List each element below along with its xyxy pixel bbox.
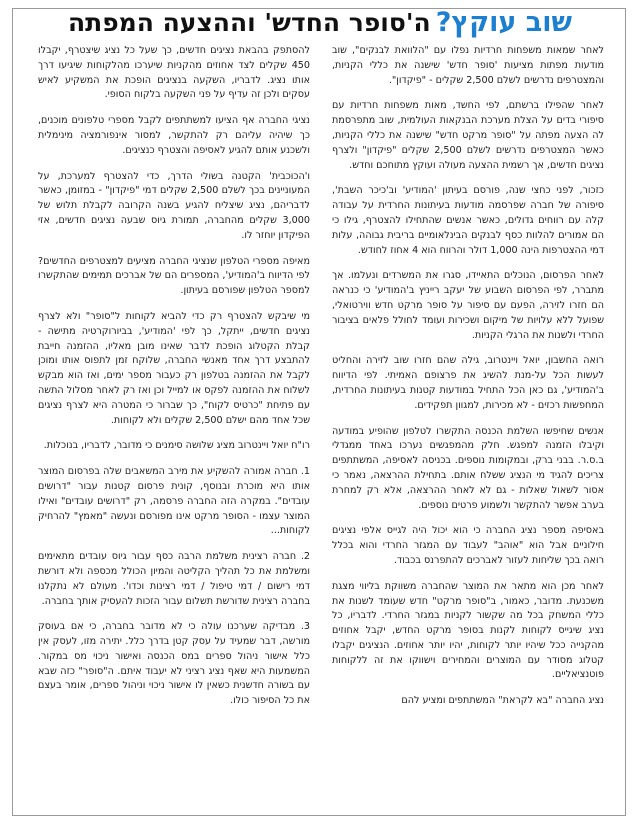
headline-accent: שוב עוקץ?	[435, 7, 573, 38]
article-paragraph: נציגי החברה אף הציעו למשתתפים לקבל מספרי טלפונים מוכנים, כך שיהיה עליהם רק להתקשר, למסור אינפורמציה מינימלית ולשכנע אותם להגיע לאסיפה והצטרף כנציגים.	[38, 115, 310, 156]
article-paragraph: 1. חברה אמורה להשקיע את מירב המשאבים שלה בפרסום המוצר אותו היא מוכרת ובנוסף, קונית פרסום קטנות עבור "דרושים עובדים". במקרה הזה החברה פרסמה, רק "דרושים עובדים" ואילו המוצר עצמו - הסופר מרקט אינו מפורסם ונעשה "מאמץ" להרחיק לקוחות...	[38, 466, 310, 537]
article-paragraph: להסתפק בהבאת נציגים חדשים, כך שעל כל נציג שיצטרף, יקבלו 450 שקלים לצד אחוזים מהקניות שיערכו מהלקוחות שיגיעו דרך אותו נציג. לדבריו, השקעה בנציגים הופכת את המשקיע לאיש עסקים ולכן זה עדיף על פני השקעה בלקוח הסופי.	[38, 45, 310, 101]
article-paragraph: 3. מבדיקה שערכנו עולה כי לא מדובר בחברה, כי אם בעוסק מורשה, דבר שמעיד על עסק קטן בדרך כלל. יתירה מזו, לעסק אין כלל אישור ניהול ספרים במס הכנסה ואישור ניכוי מס במקור. המשמעות היא שאף נציג רציני לא יעבוד איתם. ה"סופר" כזה שבא עם בשורה חדשנית כשאין לו אישור ניכוי וניהול ספרים, אומר בעצם את כל הסיפור כולו.	[38, 621, 310, 707]
headline-main: ה'סופר החדש' וההצעה המפתה	[67, 8, 431, 37]
article-paragraph: רו"ח יואל ויינטרוב מציג שלושה סימנים כי מדובר, לדבריו, בנוכלות.	[43, 440, 310, 452]
article-paragraph: נציג החברה "בא לקראת" המשתתפים ומציע להם	[401, 695, 604, 707]
article-column-left	[38, 44, 310, 720]
article-paragraph: לאחר הפרסום, הנוכלים התאיידו, סגרו את המשרדים ונעלמו. אך מתברר, לפי הפרסום השבוע של יעקב רייניץ ב'המודיע' כי כנראה הם חזרו לזירה, הפעם עם סיפור על סופר מרקט חדש ווירטואלי, שפועל ללא עלויות של מיקום ושכירות ועומד לחולל פלאים בציבור החרדי ולשנות את הרגלי הקניות.	[332, 270, 604, 341]
article-paragraph: אנשים שחיפשו השלמת הכנסה התקשרו לטלפון שהופיע במודעה וקיבלו הזמנה למפגש. חלק מהמפגשים נערכו באחד ממגדלי ב.ס.ר. בבני ברק, ובמקומות נוספים. בכניסה לאסיפה, המשתתפים צריכים להגיד מי הנציג ששלח אותם. בתחילת ההרצאה, נאמר כי אסור לשאול שאלות - גם לא לאחר ההרצאה, אלא רק למחרת בערב אפשר להתקשר ולשמוע פרטים נוספים.	[332, 425, 604, 511]
article-paragraph: כזכור, לפני כחצי שנה, פורסם בעיתון 'המודיע' וב'כיכר השבת', סיפורה של חברה שפרסמה מודעות בעיתונות החרדית על עבודה קלה עם רווחים גדולים, כאשר אנשים שהתחילו להצטרף, גילו כי הם אמורים להלוות כסף לבנקים הבינלאומיים בריבית גבוהה, עלות דמי ההצטרפות הינה 1,000 דולר והרווח הוא 4 אחוז לחודש.	[332, 185, 604, 256]
article-paragraph: 2. חברה רצינית משלמת הרבה כסף עבור גיוס עובדים מתאימים ומשלמת את כל תהליך הקליטה והמיון הכולל מכספה ולא דורשת דמי רישום / דמי טיפול / דמי רצינות וכדו'. מעולם לא נתקלנו בחברה רצינית שדורשת תשלום עבור הזכות להעסיק אותך בחברה.	[38, 551, 310, 607]
article-column-right	[332, 44, 604, 720]
article-paragraph: לאחר שהפילו ברשתם, לפי החשד, מאות משפחות חרדיות עם סיפורי בדים על הצלת מערכת הבנקאות העולמית, שוב מתפרסמת לה הצעה מפתה על "סופר מרקט חדש" שישנה את כללי הקניות, כאשר המצטרפים נדרשים לשלם 2,500 שקלים "פיקדון" ולצרף נציגים חדשים, אך רשמית ההצעה מעולה ועוקץ מתוחכם וחדש.	[332, 100, 604, 171]
article-headline	[22, 7, 618, 43]
article-paragraph: לאחר שמאות משפחות חרדיות נפלו עם "הלוואת לבנקים", שוב מודעות מפתות מציעות 'סופר חדש' שישנה את כללי הקניות, והמצטרפים נדרשים לשלם 2,500 שקלים - "פיקדון".	[332, 45, 604, 86]
article-paragraph: רואה החשבון, יואל ויינטרוב, גילה שהם חזרו שוב לזירה והחליט לעשות הכל על-מנת להשיג את פרצופם האמיתי. לפי הדיווח ב'המודיע', גם כאן הכל התחיל במודעות קטנות בעיתונות החרדית, המחפשות רכזים - לא מכירות, למגוון תפקידים.	[332, 355, 604, 411]
article-paragraph: ו'הכוכבית' הקטנה בשולי הדרך, כדי להצטרף למערכת, על המעוניינים בכך לשלם 2,500 שקלים דמי "פיקדון" - במזומן, כאשר לדבריהם, נציג שיצליח להגיע בשנה הקרובה לקבלת תלוש של 3,000 שקלים מהחברה, תמורת גיוס שבעה נציגים חדשים, אזי הפיקדון יוחזר לו.	[38, 170, 310, 241]
article-paragraph: באסיפה מספר נציג החברה כי הוא יכול היה לגייס אלפי נציגים חילוניים אבל הוא "אוהב" לעבוד עם המגזר החרדי והוא בכלל רואה בכך שליחות לעזור לאברכים להתפרנס בכבוד.	[332, 525, 604, 566]
article-paragraph: לאחר מכן הוא מתאר את המוצר שהחברה משווקת בליווי מצגת משכנעת. מדובר, כאמור, ב"סופר מרקט" חדש שעומד לשנות את כללי המשחק בכל מה שקשור לקניות במגזר החרדי. לדבריו, כל נציג שיגייס לקוחות לקנות בסופר מרקט החדש, יקבל אחוזים מהקנייה ככל שיהיו יותר לקוחות, יהיו יותר אחוזים. הנציגים יקבלו קטלוג מסודר עם המוצרים והמחירים וישווקו את זה ללקוחות פוטנציאליים.	[332, 580, 604, 681]
article-paragraph: מאיפה מספרי הטלפון שנציגי החברה מציעים למצטרפים החדשים? לפי הדיווח ב'המודיע', המספרים הם של אברכים תמימים שהתקשרו למספר הטלפון שפורסם בעיתון.	[38, 255, 310, 297]
article-paragraph: מי שיבקש להצטרף רק כדי להביא לקוחות ל"סופר" ולא לצרף נציגים חדשים, ייתקל, כך לפי 'המודיע', בביורוקרטיה מתישה - קבלת הקטלוג הופכת לדבר שאינו מובן מאליו, ההזמנה חייבת להתבצע דרך אחד מאנשי החברה, שלוקח זמן לתפוס אותו ומוכן לקבל את ההזמנה בטלפון רק כעבור מספר ימים, ואז הוא מבקש לשלוח את ההזמנה לפקס או למייל וכן ואז רק לאחר מסלול התשה עם פתיחת "כרטיס לקוח", כך שברור כי המטרה היא לצרף נציגים שכל אחד מהם ישלם 2,500 שקלים ולא לקוחות.	[38, 310, 310, 426]
